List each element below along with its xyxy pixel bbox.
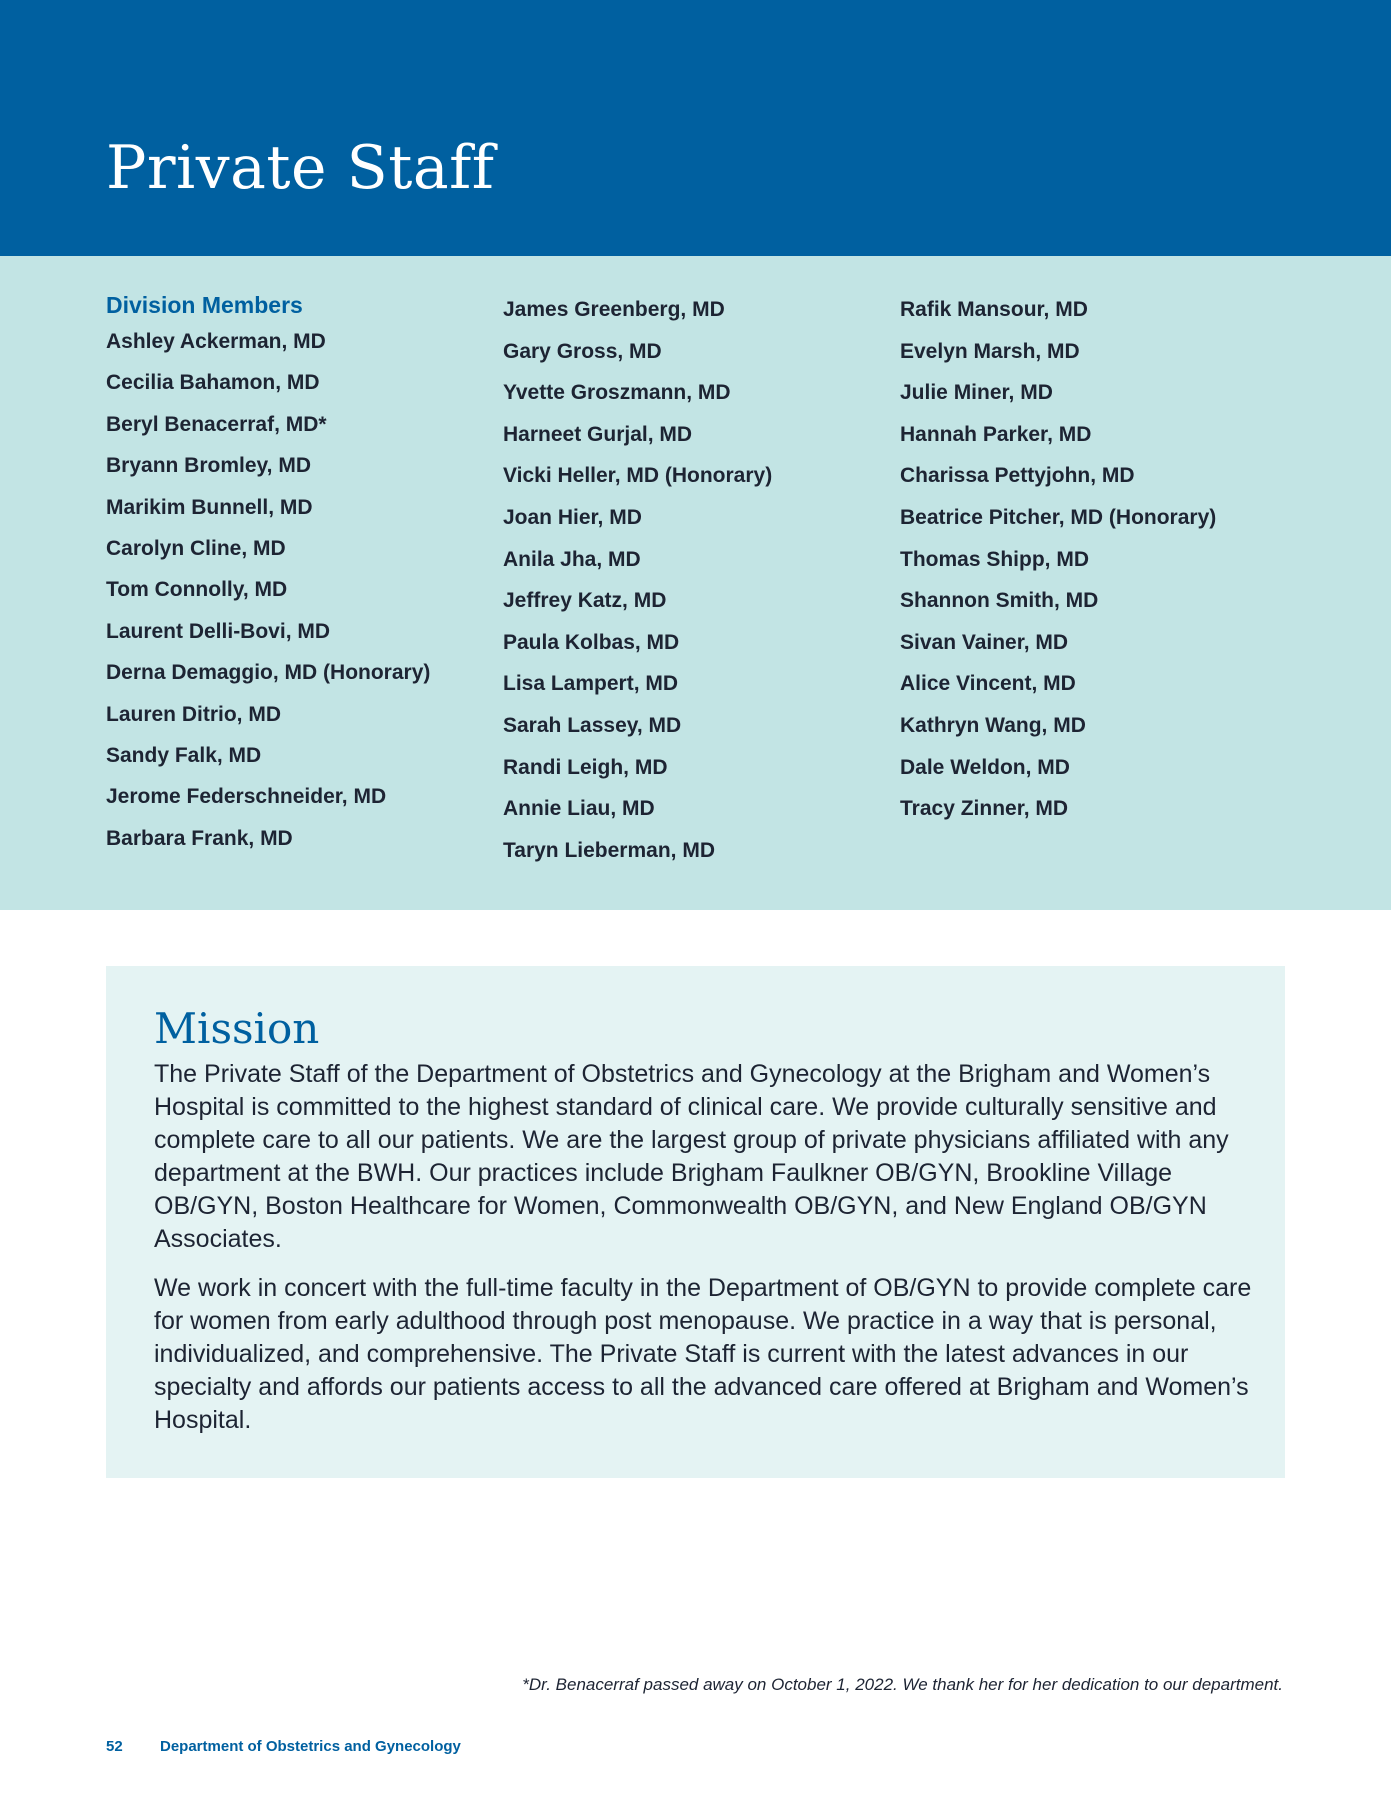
member-name: Sandy Falk, MD xyxy=(106,743,262,767)
member-name: Jerome Federschneider, MD xyxy=(106,785,387,809)
division-members-section xyxy=(0,256,1391,910)
member-name: Barbara Frank, MD xyxy=(106,826,293,850)
member-name: Evelyn Marsh, MD xyxy=(900,339,1080,363)
member-name: Joan Hier, MD xyxy=(503,505,642,529)
member-name: Beatrice Pitcher, MD (Honorary) xyxy=(900,505,1217,529)
member-name: Thomas Shipp, MD xyxy=(900,547,1089,571)
member-name: Dale Weldon, MD xyxy=(900,755,1070,779)
member-name: Marikim Bunnell, MD xyxy=(106,495,313,519)
division-members-heading: Division Members xyxy=(106,292,303,318)
footnote: *Dr. Benacerraf passed away on October 1, 2022. We thank her for her dedication to our department. xyxy=(522,1675,1283,1694)
member-name: Rafik Mansour, MD xyxy=(900,298,1088,321)
member-name: Ashley Ackerman, MD xyxy=(106,330,326,353)
member-name: Shannon Smith, MD xyxy=(900,589,1099,613)
member-name: Paula Kolbas, MD xyxy=(503,630,680,654)
member-name: Beryl Benacerraf, MD* xyxy=(106,412,327,436)
header-banner xyxy=(0,0,1391,256)
member-name: Kathryn Wang, MD xyxy=(900,713,1086,737)
member-name: Annie Liau, MD xyxy=(503,797,655,821)
member-name: Sarah Lassey, MD xyxy=(503,713,682,737)
department-name: Department of Obstetrics and Gynecology xyxy=(160,1738,461,1755)
member-name: Cecilia Bahamon, MD xyxy=(106,371,320,395)
member-name: Randi Leigh, MD xyxy=(503,755,668,779)
member-name: Vicki Heller, MD (Honorary) xyxy=(503,464,773,488)
member-name: Harneet Gurjal, MD xyxy=(503,422,693,446)
member-name: Bryann Bromley, MD xyxy=(106,454,311,478)
mission-box xyxy=(106,966,1285,1478)
member-name: Taryn Lieberman, MD xyxy=(503,838,715,862)
member-name: Tom Connolly, MD xyxy=(106,578,288,602)
member-name: Jeffrey Katz, MD xyxy=(503,589,667,613)
member-column-3 xyxy=(900,289,1290,830)
mission-title: Mission xyxy=(154,1004,320,1053)
page-number: 52 xyxy=(106,1738,123,1755)
member-name: Laurent Delli-Bovi, MD xyxy=(106,619,331,643)
member-name: Julie Miner, MD xyxy=(900,381,1053,405)
member-name: Tracy Zinner, MD xyxy=(900,797,1069,821)
member-name: Gary Gross, MD xyxy=(503,339,662,363)
member-column-2 xyxy=(503,289,893,871)
member-name: Hannah Parker, MD xyxy=(900,422,1092,446)
member-name: Charissa Pettyjohn, MD xyxy=(900,464,1135,488)
mission-paragraph: The Private Staff of the Department of Obstetrics and Gynecology at the Brigham and Women’s Hospital is committed to the highest standard of clinical care. We provide culturally sensitive and complete care to all our patients. We are the largest group of private physicians affiliated with any department at the BWH. Our practices include Brigham Faulkner OB/GYN, Brookline Village OB/GYN, Boston Healthcare for Women, Commonwealth OB/GYN, and New England OB/GYN Associates. xyxy=(154,1060,1229,1253)
member-name: Lisa Lampert, MD xyxy=(503,672,679,696)
page-title: Private Staff xyxy=(106,133,495,203)
page-footer xyxy=(106,1738,461,1760)
member-column-1 xyxy=(106,289,496,859)
member-name: Sivan Vainer, MD xyxy=(900,630,1069,654)
member-name: Carolyn Cline, MD xyxy=(106,536,286,560)
member-name: James Greenberg, MD xyxy=(503,298,725,321)
member-name: Lauren Ditrio, MD xyxy=(106,702,282,726)
member-name: Yvette Groszmann, MD xyxy=(503,381,731,405)
member-name: Alice Vincent, MD xyxy=(900,672,1076,696)
member-name: Anila Jha, MD xyxy=(503,547,641,571)
member-name: Derna Demaggio, MD (Honorary) xyxy=(106,661,431,685)
mission-paragraph: We work in concert with the full-time faculty in the Department of OB/GYN to provide complete care for women from early adulthood through post menopause. We practice in a way that is personal, individualized, and comprehensive. The Private Staff is current with the latest advances in our specialty and affords our patients access to all the advanced care offered at Brigham and Women’s Hospital. xyxy=(154,1274,1252,1434)
